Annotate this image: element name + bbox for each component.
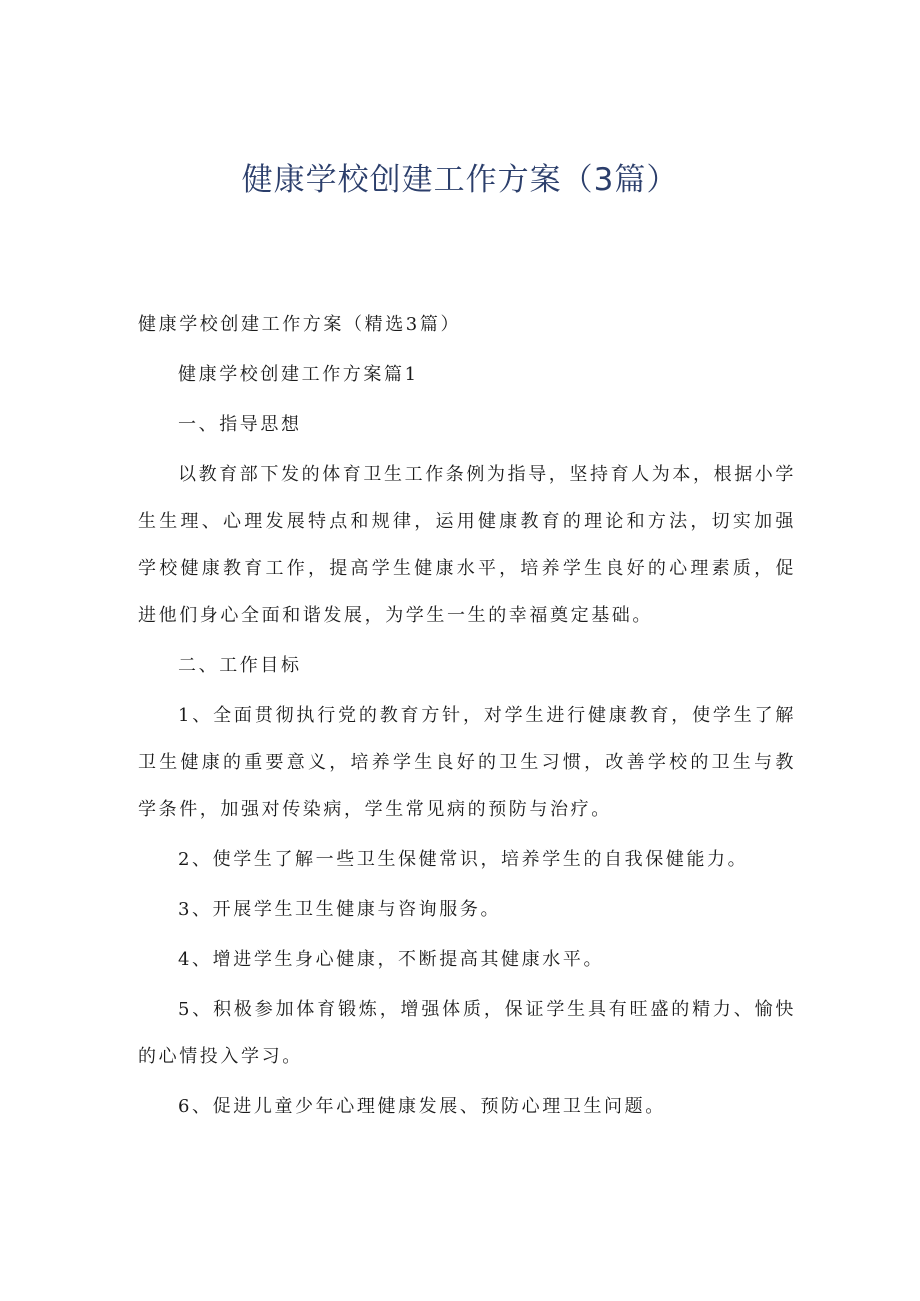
goal-item-5: 5、积极参加体育锻炼，增强体质，保证学生具有旺盛的精力、愉快的心情投入学习。 <box>138 999 796 1067</box>
subtitle-paragraph: 健康学校创建工作方案（精选3篇） <box>138 314 462 335</box>
goal-item-4: 4、增进学生身心健康，不断提高其健康水平。 <box>178 949 605 970</box>
document-title: 健康学校创建工作方案（3篇） <box>241 162 679 198</box>
goal-item-6: 6、促进儿童少年心理健康发展、预防心理卫生问题。 <box>178 1096 666 1117</box>
goal-item-3: 3、开展学生卫生健康与咨询服务。 <box>178 899 502 920</box>
paragraph-guiding-ideology: 以教育部下发的体育卫生工作条例为指导，坚持育人为本，根据小学生生理、心理发展特点和规律，运用健康教育的理论和方法，切实加强学校健康教育工作，提高学生健康水平，培养学生良好的心理素质，促进他们身心全面和谐发展，为学生一生的幸福奠定基础。 <box>138 464 796 626</box>
heading-guiding-ideology: 一、指导思想 <box>178 414 302 435</box>
section-heading-part-1: 健康学校创建工作方案篇1 <box>178 364 419 385</box>
heading-work-goals: 二、工作目标 <box>178 655 302 676</box>
goal-item-2: 2、使学生了解一些卫生保健常识，培养学生的自我保健能力。 <box>178 849 749 870</box>
document-body <box>138 301 796 1130</box>
goal-item-1: 1、全面贯彻执行党的教育方针，对学生进行健康教育，使学生了解卫生健康的重要意义，培养学生良好的卫生习惯，改善学校的卫生与教学条件，加强对传染病，学生常见病的预防与治疗。 <box>138 705 796 820</box>
